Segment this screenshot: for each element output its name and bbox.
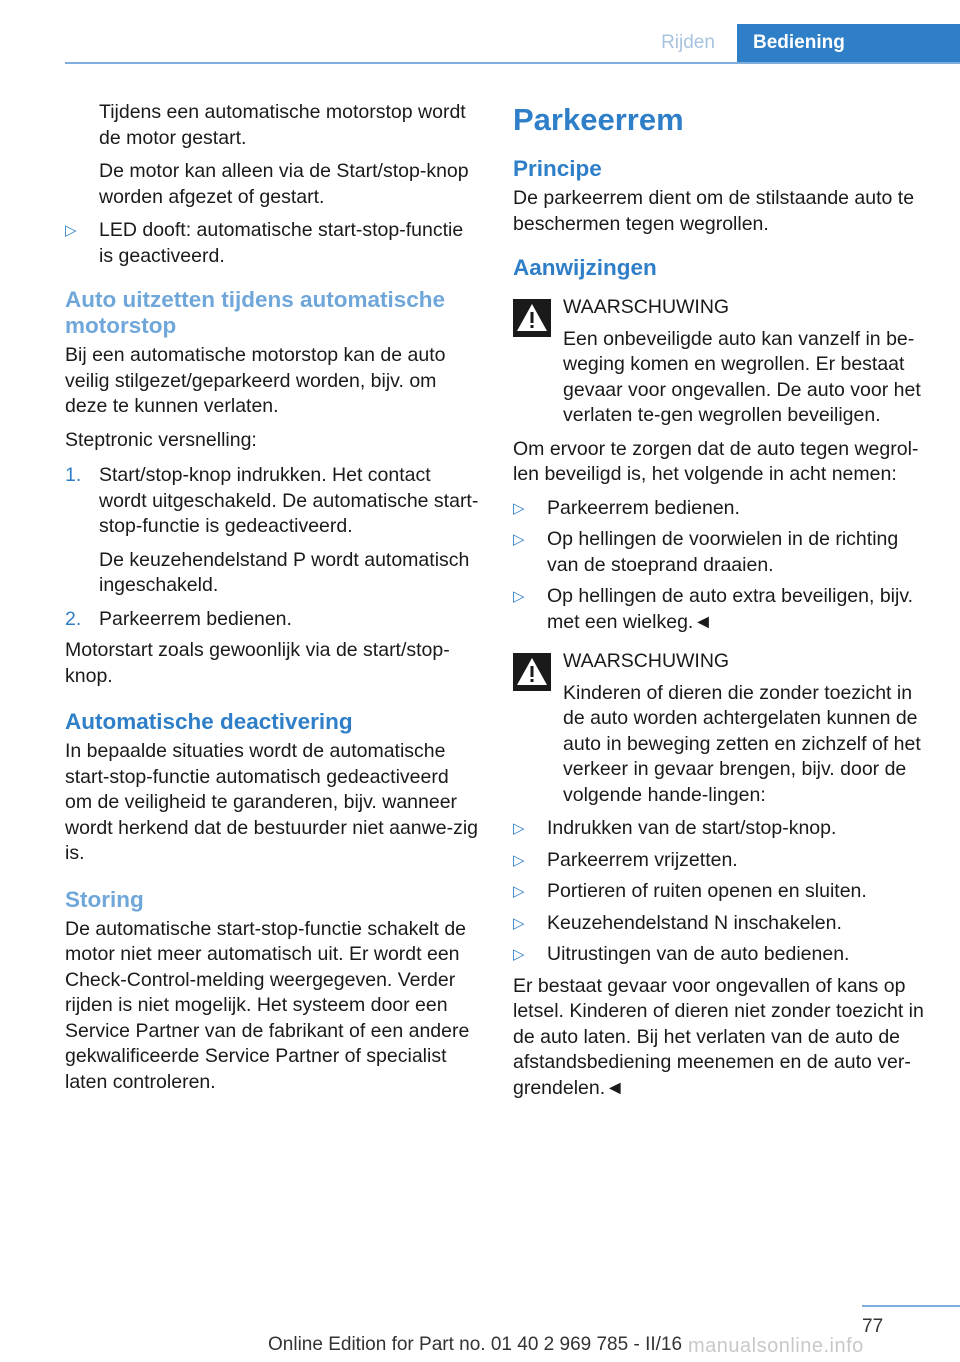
bullet-triangle-icon: ▷ — [513, 851, 525, 869]
bullet-triangle-icon: ▷ — [513, 499, 525, 517]
warning-text-content: Een onbeveiligde auto kan vanzelf in be-weging komen en wegrollen. Er bestaat gevaar voor ongevallen. De auto voor het verlaten te-gen wegrollen beveiligen. — [563, 327, 921, 426]
list-item — [513, 848, 928, 874]
list-item-text: Parkeerrem bedienen. — [547, 496, 740, 519]
list-item — [513, 584, 928, 635]
paragraph-uitzetten: Bij een automatische motorstop kan de auto veilig stilgezet/geparkeerd worden, bijv. om deze te kunnen verlaten. — [65, 344, 446, 417]
bullet-triangle-icon: ▷ — [513, 588, 525, 605]
step-1 — [65, 463, 481, 599]
paragraph-deactivering: In bepaalde situaties wordt de automatische start-stop-functie automatisch gedeactiveerd om de veiligheid te garanderen, bijv. wanneer wordt herkend dat de bestuurder niet aanwe-zig is. — [65, 740, 479, 864]
list-item-text: Keuzehendelstand N inschakelen. — [547, 911, 842, 934]
step-text: Parkeerrem bedienen. — [99, 607, 292, 630]
bullet-triangle-icon: ▷ — [513, 531, 525, 548]
bullet-triangle-icon: ▷ — [65, 222, 77, 239]
warning-title: WAARSCHUWING — [563, 296, 730, 318]
list-item-text: Op hellingen de voorwielen in de richting van de stoeprand draaien. — [547, 528, 899, 576]
paragraph-start-stop-knop: De motor kan alleen via de Start/stop-knop worden afgezet of gestart. — [99, 160, 469, 208]
warning-title: WAARSCHUWING — [563, 650, 730, 672]
watermark: manualsonline.info — [688, 1335, 864, 1357]
list-item — [513, 942, 928, 968]
bullet-triangle-icon: ▷ — [513, 914, 525, 932]
paragraph-ervoor: Om ervoor te zorgen dat de auto tegen wegrol-len beveiligd is, het volgende in acht nemen: — [513, 437, 919, 485]
page-header — [0, 0, 960, 62]
warning-block-1 — [513, 295, 928, 429]
heading-storing: Storing — [65, 886, 144, 912]
heading-deactivering: Automatische deactivering — [65, 709, 353, 734]
step-number: 1. — [65, 464, 82, 486]
paragraph-steptronic: Steptronic versnelling: — [65, 428, 257, 451]
list-item-text: Parkeerrem vrijzetten. — [547, 848, 738, 871]
right-column — [513, 100, 928, 1109]
list-item — [513, 879, 928, 905]
heading-principe: Principe — [513, 156, 602, 181]
header-rule — [65, 62, 960, 64]
list-item-text: Uitrustingen van de auto bedienen. — [547, 943, 850, 965]
paragraph-principe: De parkeerrem dient om de stilstaande auto te beschermen tegen wegrollen. — [513, 187, 915, 235]
list-item — [513, 816, 928, 842]
step-number: 2. — [65, 607, 82, 630]
warning-triangle-icon — [513, 299, 551, 337]
paragraph-gevaar: Er bestaat gevaar voor ongevallen of kans op letsel. Kinderen of dieren niet zonder toezicht in de auto laten. Bij het verlaten van de auto de afstandsbediening meenemen en de auto ver-grendelen.◄ — [513, 974, 924, 1099]
step-subtext: De keuzehendelstand P wordt automatisch ingeschakeld. — [99, 548, 470, 596]
list-item-text: Op hellingen de auto extra beveiligen, bijv. met een wielkeg.◄ — [547, 585, 914, 633]
header-tab-rijden: Rijden — [661, 32, 715, 53]
warning-text — [563, 327, 928, 429]
heading-aanwijzingen: Aanwijzingen — [513, 255, 657, 280]
list-item — [513, 527, 928, 578]
heading-parkeerrem: Parkeerrem — [513, 102, 684, 137]
page-number: 77 — [862, 1316, 884, 1337]
bullet-triangle-icon: ▷ — [513, 820, 525, 837]
list-item-text: Indrukken van de start/stop-knop. — [547, 817, 837, 839]
list-item-text: LED dooft: automatische start-stop-functie is geactiveerd. — [99, 219, 464, 267]
warning-block-2 — [513, 649, 928, 808]
paragraph-motor-gestart: Tijdens een automatische motorstop wordt de motor gestart. — [99, 101, 466, 149]
footer-rule — [862, 1305, 960, 1307]
footer-edition: Online Edition for Part no. 01 40 2 969 785 - II/16 — [268, 1334, 683, 1355]
step-text: Start/stop-knop indrukken. Het contact wordt uitgeschakeld. De automatische start-stop-functie is gedeactiveerd. — [99, 464, 479, 537]
list-item — [513, 911, 928, 937]
step-2 — [65, 607, 481, 633]
list-item-led — [65, 218, 481, 269]
header-tab-bediening: Bediening — [737, 24, 960, 62]
heading-uitzetten: Auto uitzetten tijdens automatische motorstop — [65, 287, 446, 338]
list-item — [513, 496, 928, 522]
warning-triangle-icon — [513, 653, 551, 691]
paragraph-storing: De automatische start-stop-functie schakelt de motor niet meer automatisch uit. Er wordt een Check-Control-melding weergegeven. Verder rijden is niet mogelijk. Het systeem door een Service Partner van de fabrikant of een andere gekwalificeerde Service Partner of specialist laten controleren. — [65, 917, 470, 1093]
paragraph-motorstart: Motorstart zoals gewoonlijk via de start/stop-knop. — [65, 639, 450, 687]
left-column — [65, 100, 481, 1103]
warning-text-content: Kinderen of dieren die zonder toezicht in de auto worden achtergelaten kunnen de auto in beweging zetten en zichzelf of het verkeer in gevaar brengen, bijv. door de volgende hande-lingen: — [563, 681, 921, 806]
warning-text — [563, 681, 928, 809]
bullet-triangle-icon: ▷ — [513, 883, 525, 900]
list-item-text: Portieren of ruiten openen en sluiten. — [547, 880, 867, 902]
bullet-triangle-icon: ▷ — [513, 946, 525, 963]
